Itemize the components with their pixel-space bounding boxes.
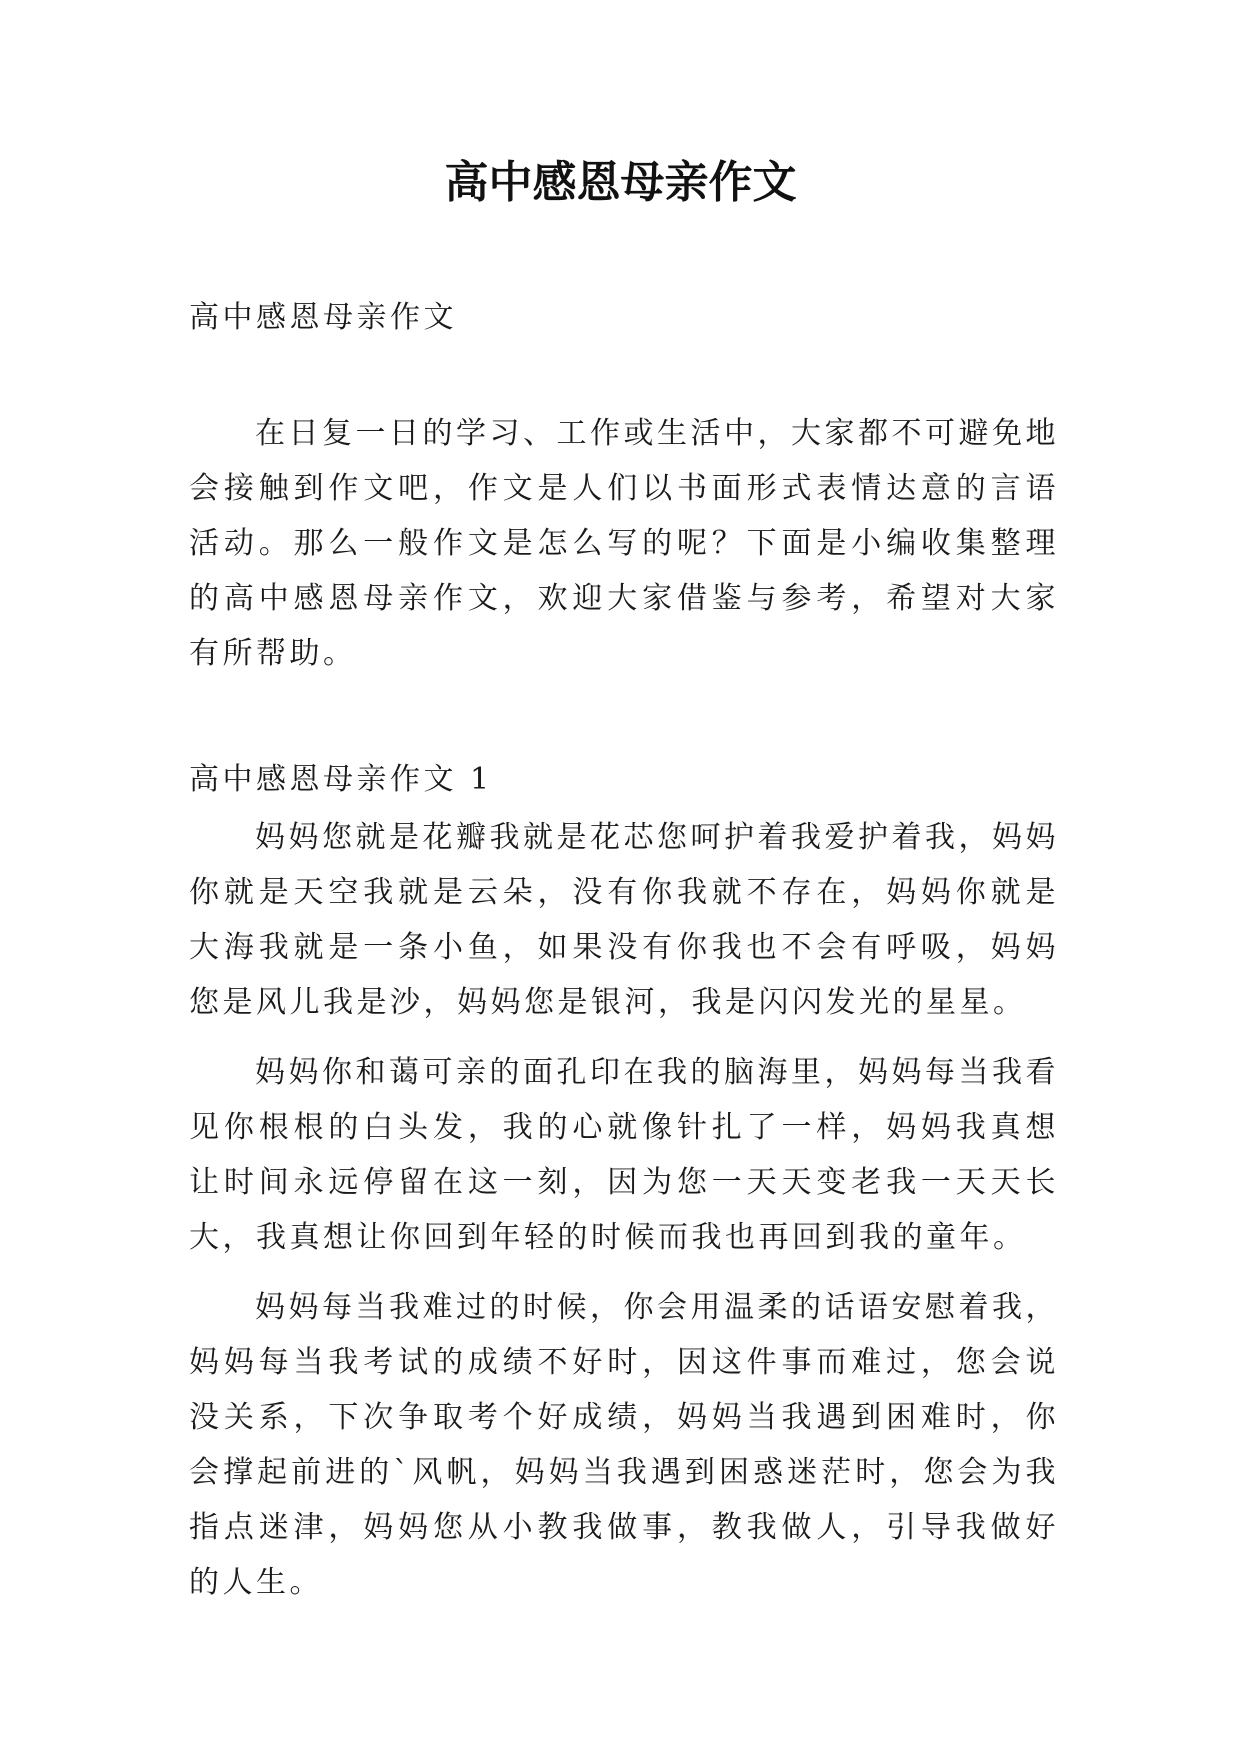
document-title: 高中感恩母亲作文 <box>444 157 797 208</box>
body-paragraph: 妈妈您就是花瓣我就是花芯您呵护着我爱护着我，妈妈你就是天空我就是云朵，没有你我就不存在，妈妈你就是大海我就是一条小鱼，如果没有你我也不会有呼吸，妈妈您是风儿我是沙，妈妈您是银河，我是闪闪发光的星星。 <box>189 820 1059 1020</box>
document-subtitle: 高中感恩母亲作文 <box>189 300 457 335</box>
intro-paragraph: 在日复一日的学习、工作或生活中，大家都不可避免地会接触到作文吧，作文是人们以书面形式表情达意的言语活动。那么一般作文是怎么写的呢？下面是小编收集整理的高中感恩母亲作文，欢迎大家借鉴与参考，希望对大家有所帮助。 <box>189 416 1059 671</box>
body-paragraph: 妈妈每当我难过的时候，你会用温柔的话语安慰着我，妈妈每当我考试的成绩不好时，因这件事而难过，您会说没关系，下次争取考个好成绩，妈妈当我遇到困难时，你会撑起前进的`风帆，妈妈当我遇到困惑迷茫时，您会为我指点迷津，妈妈您从小教我做事，教我做人，引导我做好的人生。 <box>189 1290 1059 1600</box>
section-heading: 高中感恩母亲作文 1 <box>189 762 493 797</box>
body-paragraph: 妈妈你和蔼可亲的面孔印在我的脑海里，妈妈每当我看见你根根的白头发，我的心就像针扎了一样，妈妈我真想让时间永远停留在这一刻，因为您一天天变老我一天天长大，我真想让你回到年轻的时候而我也再回到我的童年。 <box>189 1055 1059 1255</box>
